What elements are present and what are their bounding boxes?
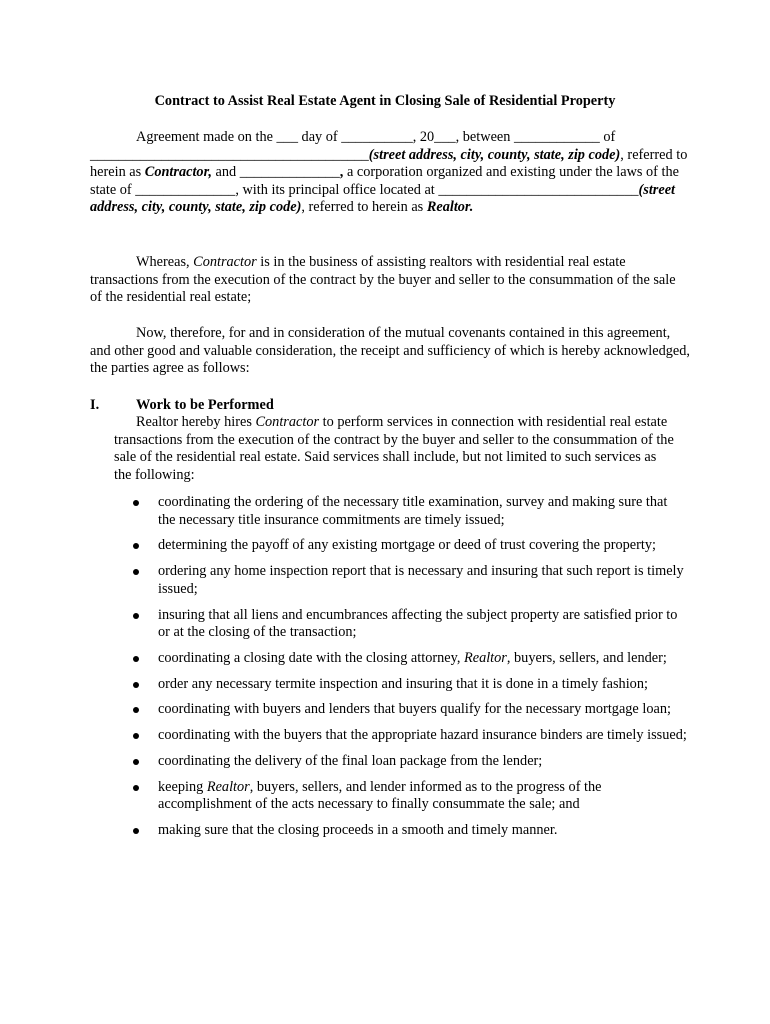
whereas-text-1: Whereas, [136, 254, 194, 270]
intro-text-2: , referred to herein as [90, 146, 688, 181]
section-text-2: to perform services in connection with residential real estate transactions from the execution of the contract by the buyer and seller to the consummation of the sale of the residential real estate. Said services shall include, but not limited to such services as the following: [114, 414, 674, 483]
section-body [114, 414, 674, 484]
bullet-icon [133, 613, 139, 619]
section-number: I. [90, 397, 100, 413]
bullet-icon [133, 759, 139, 765]
intro-bold-comma: , [339, 164, 344, 181]
intro-text-5: , referred to herein as [301, 199, 427, 216]
realtor-term: Realtor. [426, 199, 474, 216]
whereas-paragraph [90, 254, 690, 307]
list-item: insuring that all liens and encumbrances affecting the subject property are satisfied prior to or at the closing of the transaction; [158, 607, 688, 642]
bullet-icon [133, 707, 139, 713]
whereas-contractor: Contractor [193, 254, 257, 270]
therefore-paragraph: Now, therefore, for and in consideration of the mutual covenants contained in this agreement, and other good and valuable consideration, the receipt and sufficiency of which is hereby acknowledged, the parties agree as follows: [90, 325, 690, 377]
list-item: making sure that the closing proceeds in a smooth and timely manner. [158, 822, 688, 840]
section-title: Work to be Performed [136, 397, 274, 413]
services-list [158, 494, 688, 848]
intro-text-3: and ______________ [211, 164, 340, 181]
address-placeholder-1: (street address, city, county, state, zip code) [368, 146, 621, 163]
address-placeholder-2: (street address, city, county, state, zip code) [90, 181, 676, 216]
bullet-icon [133, 569, 139, 575]
bullet-icon [133, 500, 139, 506]
list-item: ordering any home inspection report that is necessary and insuring that such report is timely issued; [158, 563, 688, 598]
intro-text-4: a corporation organized and existing under the laws of the state of ______________, with its principal office located at ____________________________ [90, 164, 679, 198]
bullet-icon [133, 543, 139, 549]
bullet-icon [133, 828, 139, 834]
intro-paragraph [90, 129, 690, 217]
section-text-1: Realtor hereby hires [136, 414, 256, 430]
list-item: coordinating the delivery of the final loan package from the lender; [158, 753, 688, 771]
bullet-icon [133, 656, 139, 662]
list-item: coordinating with buyers and lenders that buyers qualify for the necessary mortgage loan; [158, 701, 688, 719]
bullet-icon [133, 682, 139, 688]
contractor-term: Contractor, [144, 164, 212, 181]
bullet-icon [133, 785, 139, 791]
list-item: keeping Realtor, buyers, sellers, and lender informed as to the progress of the accomplishment of the acts necessary to finally consummate the sale; and [158, 779, 688, 814]
intro-text-1: Agreement made on the ___ day of __________, 20___, between ____________ of _______________________________________ [90, 129, 616, 163]
list-item: order any necessary termite inspection and insuring that it is done in a timely fashion; [158, 676, 688, 694]
list-item: coordinating with the buyers that the appropriate hazard insurance binders are timely issued; [158, 727, 688, 745]
list-item: determining the payoff of any existing mortgage or deed of trust covering the property; [158, 537, 688, 555]
whereas-text-2: is in the business of assisting realtors with residential real estate transactions from the execution of the contract by the buyer and seller to the consummation of the sale of the residential real estate; [90, 254, 676, 306]
section-contractor: Contractor [255, 414, 320, 430]
bullet-icon [133, 733, 139, 739]
document-title: Contract to Assist Real Estate Agent in Closing Sale of Residential Property [154, 93, 616, 109]
list-item: coordinating a closing date with the closing attorney, Realtor, buyers, sellers, and lender; [158, 650, 688, 668]
list-item: coordinating the ordering of the necessary title examination, survey and making sure that the necessary title insurance commitments are timely issued; [158, 494, 688, 529]
